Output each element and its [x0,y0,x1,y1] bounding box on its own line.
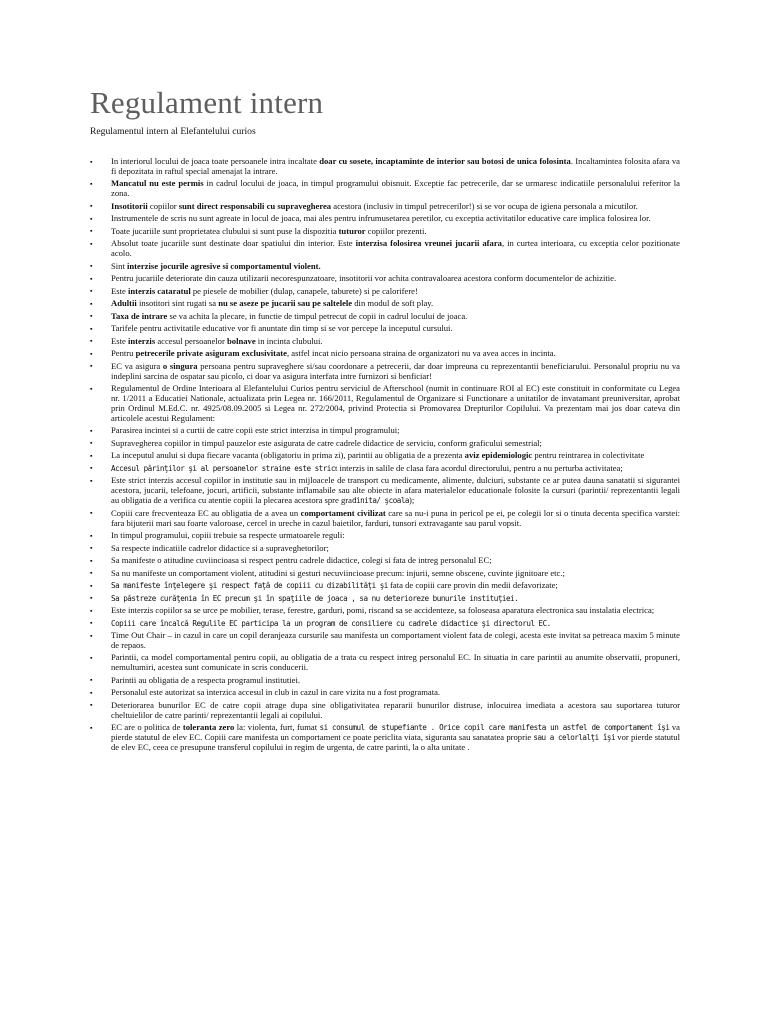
rule-text: Parintii au obligatia de a respecta programul institutiei. [111,674,301,685]
rule-item [90,531,680,541]
bullet-icon: ▪ [90,509,93,518]
rule-item [90,653,680,673]
rule-text: Sa manifeste înţelegere şi respect faţă de copiii cu dizabilităţi şi [111,581,388,591]
rule-text: insotitori sint rugati sa [136,298,219,309]
rule-text-bold: nu se aseze pe jucarii sau pe saltelele [218,298,353,309]
rule-item [90,362,680,382]
rule-text: care sa nu-i puna in pericol pe ei, pe colegii lor si o tinuta decenta specifica varstei: fara bijuterii mari sau foarte valoroase, cercel in ureche in cazul baietilor, farduri, tunsori extravagante sau parul vopsit. [111,507,681,528]
rule-text-bold: Insotitorii [111,200,148,211]
rule-text: se va achita la plecare, in functie de timpul petrecut de copii in cadrul locului de joaca. [167,310,468,321]
rule-text: Pentru jucariile deteriorate din cauza utilizarii necorespunzatoare, insotitorii vor achita contravaloarea acestora conform documentelor de achizitie. [111,273,617,284]
bullet-icon: ▪ [90,531,93,540]
bullet-icon: ▪ [90,701,93,710]
rule-item [90,179,680,199]
bullet-icon: ▪ [90,179,93,188]
rule-text: si consumul de stupefiante . Orice copil care manifesta un astfel de comportament îşi [319,723,670,733]
rule-item [90,384,680,424]
rule-text-bold: tuturor [338,225,366,236]
rule-text: sau a celorlalţi îşi [533,733,616,743]
bullet-icon: ▪ [90,723,93,732]
rule-item [90,214,680,224]
rule-item [90,287,680,297]
bullet-icon: ▪ [90,274,93,283]
rule-text: EC are o politica de [111,722,183,733]
bullet-icon: ▪ [90,299,93,308]
rule-text: pe piesele de mobilier (dulap, canapele, taburete) si pe calorifere! [190,285,418,296]
rule-item [90,239,680,259]
bullet-icon: ▪ [90,581,93,590]
bullet-icon: ▪ [90,227,93,236]
rule-text: Sint [111,260,127,271]
rule-item [90,349,680,359]
rules-list [90,157,680,753]
rule-text-bold: doar cu sosete, incaptaminte de interior sau botosi de unica folosinta [319,156,571,166]
bullet-icon: ▪ [90,362,93,371]
rule-text: dinita/ şcoala [351,496,409,506]
rule-text: ); [409,495,415,506]
bullet-icon: ▪ [90,426,93,435]
bullet-icon: ▪ [90,202,93,211]
rule-text: copiilor [147,200,179,211]
rule-text: fata de copiii care provin din medii defavorizate; [387,580,558,591]
rule-text-bold: comportament civilizat [300,507,386,518]
bullet-icon: ▪ [90,619,93,628]
rule-text-bold: petrecerile private asiguram exclusivitate [135,348,287,359]
rule-text: Time Out Chair – in cazul in care un copil deranjeaza cursurile sau manifesta un comportament violent fata de colegi, acesta este invitat sa petreaca maxim 5 minute de repaos. [111,630,680,650]
rule-text: Este [111,335,128,346]
bullet-icon: ▪ [90,439,93,448]
rule-text: Regulamentul de Ordine Interioara al Elefantelului Curios pentru serviciul de Afterschool (numit in continuare ROI al EC) este constituit in conformitate cu Legea nr. 1/2011 a Educatiei Nationale, actualizata prin Legea nr. 166/2011, Regulamentul de Organizare si Functionare a unitatilor de invatamant preuniversitar, aprobat prin Ordinul M.Ed.C. nr. 4925/08.09.2005 si Legea nr. 272/2004, privind Protectia si Promovarea Drepturilor Copilului. Va prezentam mai jos doar cateva din articolele acestui Regulament: [111,383,680,423]
bullet-icon: ▪ [90,476,93,485]
bullet-icon: ▪ [90,287,93,296]
rule-text: Supravegherea copiilor in timpul pauzelor este asigurata de catre cadrele didactice de serviciu, conform graficului semestrial; [111,437,542,448]
rule-text: in incinta clubului. [255,335,323,346]
bullet-icon: ▪ [90,594,93,603]
bullet-icon: ▪ [90,214,93,223]
rule-text: acestora (inclusiv in timpul petrecerilor!) si se vor ocupa de igiena personala a micutilor. [331,200,638,211]
bullet-icon: ▪ [90,324,93,333]
rule-text: EC va asigura [111,360,163,371]
rule-text: la: violenta, furt, fumat [234,722,320,733]
rule-text: Deteriorarea bunurilor EC de catre copii atrage dupa sine obligativitatea repararii bunurilor distruse, inlocuirea imediata a acestora sau suportarea tuturor cheltuielilor de catre parinti/ reprezentantii legali ai copilului. [111,699,680,720]
rule-text: accesul persoanelor [155,335,227,346]
rule-text: pentru reintrarea in colectivitate [532,450,645,461]
rule-text: In interiorul locului de joaca toate persoanele intra incaltate [111,156,320,166]
rule-text: Toate jucariile sunt proprietatea clubului si sunt puse la dispozitia [111,225,339,236]
rule-text: t interzis in salile de clasa fara acordul directorului, pentru a nu perturba activitatea; [334,462,623,473]
rule-text: In timpul programului, copiii trebuie sa respecte urmatoarele reguli: [111,530,345,541]
page-title: Regulament intern [90,85,324,120]
rule-item [90,157,680,177]
bullet-icon: ▪ [90,676,93,685]
rule-text: va pierde statutul de elev EC. Copiii care manifesta un comportament ce poate periclita viata, siguranta sau sanatatea proprie [111,722,680,743]
rule-text: Parintii, ca model comportamental pentru copii, au obligatia de a trata cu respect intreg personalul EC. In situatia in care parintii au anumite observatii, propuneri, nemultumiri, acestea sunt comunicate in scris conducerii. [111,652,680,673]
rule-item [90,556,680,566]
rule-text: La inceputul anului si dupa fiecare vacanta (obligatoriu in prima zi), parintii au obligatia de a prezenta [111,450,465,461]
bullet-icon: ▪ [90,544,93,553]
rule-text: Tarifele pentru activitatile educative vor fi anuntate din timp si se vor percepe la inceputul cursului. [111,323,453,334]
page-subtitle: Regulamentul intern al Elefantelului curios [90,126,256,137]
rule-item [90,619,680,629]
rule-text: Sa nu manifeste un comportament violent, atitudini si gesturi necuviincioase precum: injurii, semne obscene, cuvinte jignitoare etc.; [111,567,565,578]
rule-text: , in curtea interioara, cu exceptia celor pozitionate acolo. [111,238,680,259]
rule-text-bold: sunt direct responsabili cu supravegherea [178,200,332,211]
rule-item [90,274,680,284]
rule-text: Absolut toate jucariile sunt destinate doar spatiului din interior. Este [111,238,356,249]
rule-text: Copiii care încalcă Regulile EC participa la un program de consiliere cu cadrele didactice şi directorul EC. [111,618,551,628]
rule-text-bold: interzise jocurile agresive si comportamentul violent. [127,260,321,271]
rule-item [90,581,680,591]
rule-item [90,451,680,461]
rule-text: din modul de soft play. [352,298,434,309]
rule-item [90,701,680,721]
rule-item [90,544,680,554]
bullet-icon: ▪ [90,384,93,393]
rule-text-bold: toleranta zero [182,722,235,733]
rule-text: in cadrul locului de joaca, in timpul programului obisnuit. Exceptie fac petrecerile, dar se urmaresc indicatiile personalului referitor la zona. [111,178,680,199]
bullet-icon: ▪ [90,653,93,662]
rule-text-bold: bolnave [227,335,256,346]
rule-item [90,262,680,272]
rule-item [90,439,680,449]
rule-text-bold: interzisa folosirea vreunei jucarii afara [355,238,502,249]
bullet-icon: ▪ [90,464,93,473]
rule-text: Copiii care frecventeaza EC au obligatia de a avea un [111,507,301,518]
bullet-icon: ▪ [90,688,93,697]
rule-text: Este interzis copiilor sa se urce pe mobilier, terase, ferestre, garduri, pomi, riscand sa se accidenteze, sa foloseasa aparatura electronica sau instalatia electrica; [111,605,655,616]
rule-item [90,509,680,529]
rule-item [90,337,680,347]
rule-item [90,476,680,506]
rule-text: Sa respecte indicatiile cadrelor didactice si a supraveghetorilor; [111,542,329,553]
rule-item [90,676,680,686]
rule-text-bold: o singura [162,360,198,371]
rule-item [90,324,680,334]
bullet-icon: ▪ [90,337,93,346]
rule-text-bold: Mancatul nu este permis [111,178,204,189]
rule-text-bold: interzis [127,335,156,346]
bullet-icon: ▪ [90,349,93,358]
bullet-icon: ▪ [90,556,93,565]
rule-text-bold: Adultii [111,298,137,309]
rule-text-bold: aviz epidemiologic [464,450,533,461]
rule-text-bold: interzis cataratul [127,285,191,296]
rule-text: Personalul este autorizat sa interzica accesul in club in cazul in care vizita nu a fost programata. [111,687,441,698]
rule-item [90,606,680,616]
bullet-icon: ▪ [90,262,93,271]
rule-text: Instrumentele de scris nu sunt agreate in locul de joaca, mai ales pentru infrumusetarea peretilor, cu exceptia activitatilor educative care implica folosirea lor. [111,213,651,224]
rule-item [90,688,680,698]
rule-text: persoana pentru supraveghere si/sau coordonare a petrecerii, dar doar impreuna cu reprezentantii beneficiarului. Personalul propriu nu va indeplini sarcina de ospatar sau picolo, ci doar va asigura interfata intre furnizori si benficiar! [111,360,680,381]
bullet-icon: ▪ [90,569,93,578]
bullet-icon: ▪ [90,631,93,640]
rule-text: Sa păstreze curăţenia în EC precum şi în spaţiile de joaca , sa nu deterioreze bunurile instituţiei. [111,593,519,603]
rule-item [90,723,680,753]
bullet-icon: ▪ [90,239,93,248]
bullet-icon: ▪ [90,157,93,166]
rule-item [90,569,680,579]
rule-text: , astfel incat nicio persoana straina de organizatori nu va avea acces in incinta. [286,348,556,359]
rule-text: Pentru [111,348,136,359]
rule-text: Este [111,285,128,296]
rule-item [90,227,680,237]
rule-text: vor pierde statutul de elev EC, ceea ce presupune transferul copilului in regim de urgenta, de catre parinti, la o alta unitate . [111,732,680,753]
bullet-icon: ▪ [90,606,93,615]
rule-item [90,464,680,474]
rule-item [90,312,680,322]
rule-text: . Incaltamintea folosita afara va fi depozitata in raftul special amenajat la intrare. [111,156,681,176]
rule-item [90,594,680,604]
rule-text-bold: Taxa de intrare [111,310,168,321]
rule-text: copiilor prezenti. [365,225,427,236]
rule-text: Este strict interzis accesul copiilor in institutie sau in mijloacele de transport cu medicamente, alimente, dulciuri, substante ce ar putea dauna sanatatii si sigurantei acestora, jucarii, telefoane, jocuri, artificii, substante inflamabile sau alte obiecte in afara materialelor educationale folosite la cursuri (parintii/ reprezentantii legali au obligatia de a verifica cu atentie copiii la plecarea acestora spre gra [111,475,680,506]
rule-item [90,202,680,212]
rule-text: Parasirea incintei si a curtii de catre copii este strict interzisa in timpul programului; [111,425,400,436]
rule-text: Sa manifeste o atitudine cuviincioasa si respect pentru cadrele didactice, colegi si fata de intreg personalul EC; [111,555,492,566]
rule-item [90,299,680,309]
rule-item [90,426,680,436]
bullet-icon: ▪ [90,312,93,321]
rule-item [90,631,680,651]
rule-text: Accesul părinţilor şi al persoanelor straine este stric [111,463,335,473]
bullet-icon: ▪ [90,451,93,460]
